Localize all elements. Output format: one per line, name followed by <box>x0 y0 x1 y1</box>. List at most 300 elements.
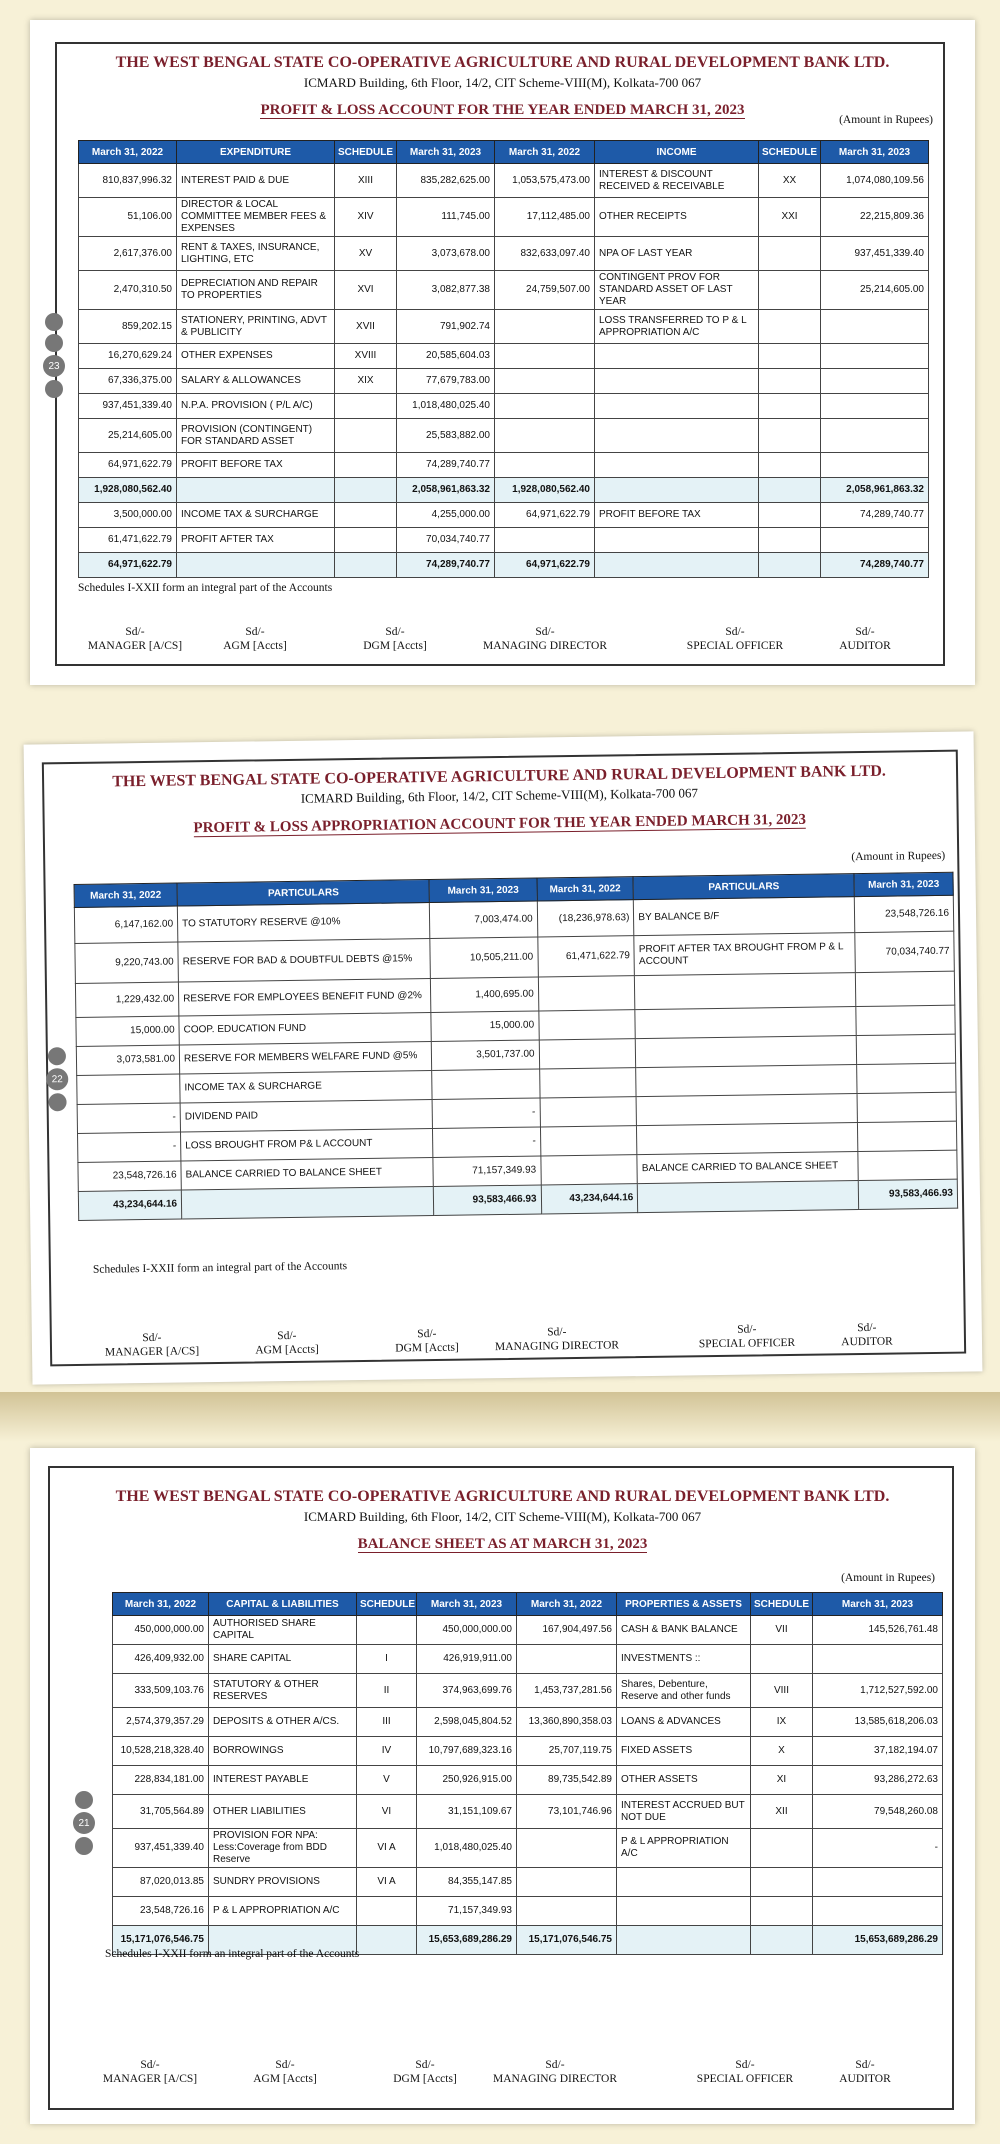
table-row <box>79 271 929 310</box>
bs-table <box>112 1592 943 1955</box>
table-cell: LOSS TRANSFERRED TO P & L APPROPRIATION A/C <box>595 310 759 344</box>
table-cell: 79,548,260.08 <box>813 1795 943 1829</box>
table-cell: 835,282,625.00 <box>397 164 495 198</box>
table-cell <box>517 1645 617 1674</box>
table-row <box>79 164 929 198</box>
table-cell <box>595 394 759 419</box>
table-cell: 15,171,076,546.75 <box>517 1926 617 1955</box>
table-cell: 9,220,743.00 <box>75 942 179 983</box>
table-cell: STATIONERY, PRINTING, ADVT & PUBLICITY <box>177 310 335 344</box>
table-cell: I <box>357 1645 417 1674</box>
column-header: CAPITAL & LIABILITIES <box>209 1593 357 1616</box>
table-cell: 450,000,000.00 <box>113 1616 209 1645</box>
table-cell: 426,919,911.00 <box>417 1645 517 1674</box>
column-header: PARTICULARS <box>177 880 430 907</box>
signature-role: DGM [Accts] <box>395 1341 459 1355</box>
table-cell <box>517 1868 617 1897</box>
table-cell: 87,020,013.85 <box>113 1868 209 1897</box>
table-cell: CONTINGENT PROV FOR STANDARD ASSET OF LAST YEAR <box>595 271 759 310</box>
table-cell <box>751 1645 813 1674</box>
table-cell <box>539 1068 636 1098</box>
table-cell <box>759 528 821 553</box>
table-cell: DIRECTOR & LOCAL COMMITTEE MEMBER FEES & EXPENSES <box>177 198 335 237</box>
bank-name: THE WEST BENGAL STATE CO-OPERATIVE AGRICULTURE AND RURAL DEVELOPMENT BANK LTD. <box>112 762 886 791</box>
table-cell <box>432 1069 540 1099</box>
signature-sd: Sd/- <box>857 1321 877 1335</box>
table-cell <box>177 553 335 578</box>
signature-sd: Sd/- <box>737 1323 757 1336</box>
table-row <box>113 1708 943 1737</box>
table-cell <box>495 453 595 478</box>
table-cell: XVII <box>335 310 397 344</box>
table-cell: III <box>357 1708 417 1737</box>
table-cell: PROFIT BEFORE TAX <box>595 503 759 528</box>
pl-sheet <box>30 20 975 685</box>
column-header: PROPERTIES & ASSETS <box>617 1593 751 1616</box>
table-cell: 374,963,699.76 <box>417 1674 517 1708</box>
column-header: March 31, 2022 <box>517 1593 617 1616</box>
table-cell <box>751 1897 813 1926</box>
table-cell: DIVIDEND PAID <box>180 1099 433 1132</box>
pl-title <box>30 102 975 119</box>
column-header: March 31, 2022 <box>79 141 177 164</box>
column-header: March 31, 2022 <box>74 883 177 907</box>
table-cell: 23,548,726.16 <box>78 1161 181 1191</box>
table-cell: FIXED ASSETS <box>617 1737 751 1766</box>
marker-dot <box>48 1093 66 1111</box>
table-cell <box>821 310 929 344</box>
table-cell <box>335 478 397 503</box>
table-cell: RESERVE FOR EMPLOYEES BENEFIT FUND @2% <box>178 979 431 1017</box>
table-cell: - <box>433 1127 541 1157</box>
table-cell: INVESTMENTS :: <box>617 1645 751 1674</box>
signature-block <box>480 2058 630 2086</box>
table-cell: BY BALANCE B/F <box>634 897 855 936</box>
table-cell: - <box>432 1098 540 1128</box>
table-cell: OTHER LIABILITIES <box>209 1795 357 1829</box>
table-row <box>79 419 929 453</box>
table-cell <box>77 1074 180 1104</box>
table-row <box>79 237 929 271</box>
table-cell: 25,214,605.00 <box>821 271 929 310</box>
table-cell: 74,289,740.77 <box>821 553 929 578</box>
signature-sd: Sd/- <box>245 626 265 638</box>
table-cell <box>177 478 335 503</box>
table-cell: 71,157,349.93 <box>417 1897 517 1926</box>
table-cell: 15,653,689,286.29 <box>813 1926 943 1955</box>
table-cell: 1,053,575,473.00 <box>495 164 595 198</box>
table-cell <box>335 528 397 553</box>
table-cell: INCOME TAX & SURCHARGE <box>177 503 335 528</box>
marker-dot <box>45 380 63 398</box>
table-cell: 1,229,432.00 <box>75 982 178 1017</box>
table-cell <box>540 1155 637 1185</box>
signature-role: SPECIAL OFFICER <box>686 640 784 652</box>
table-cell <box>751 1926 813 1955</box>
table-cell <box>759 271 821 310</box>
table-cell <box>759 344 821 369</box>
table-cell <box>855 971 954 1006</box>
signature-role: AUDITOR <box>841 1335 893 1349</box>
table-cell: 13,585,618,206.03 <box>813 1708 943 1737</box>
table-cell: INTEREST & DISCOUNT RECEIVED & RECEIVABLE <box>595 164 759 198</box>
table-cell: 2,058,961,863.32 <box>821 478 929 503</box>
table-cell: DEPRECIATION AND REPAIR TO PROPERTIES <box>177 271 335 310</box>
table-cell: 426,409,932.00 <box>113 1645 209 1674</box>
signature-sd: Sd/- <box>547 1326 567 1339</box>
bs-title-text: BALANCE SHEET AS AT MARCH 31, 2023 <box>357 1536 648 1552</box>
signature-sd: Sd/- <box>855 2059 875 2071</box>
column-header: March 31, 2022 <box>495 141 595 164</box>
table-cell: 2,617,376.00 <box>79 237 177 271</box>
table-cell: 84,355,147.85 <box>417 1868 517 1897</box>
table-cell: 1,074,080,109.56 <box>821 164 929 198</box>
bank-address: ICMARD Building, 6th Floor, 14/2, CIT Scheme-VIII(M), Kolkata-700 067 <box>303 75 702 90</box>
signature-block <box>792 1320 942 1350</box>
column-header: SCHEDULE <box>751 1593 813 1616</box>
table-row <box>79 369 929 394</box>
table-row <box>79 453 929 478</box>
column-header: EXPENDITURE <box>177 141 335 164</box>
table-cell: 20,585,604.03 <box>397 344 495 369</box>
table-cell: PROFIT AFTER TAX BROUGHT FROM P & L ACCOUNT <box>634 933 855 976</box>
table-cell: 6,147,162.00 <box>74 906 178 943</box>
table-cell: 22,215,809.36 <box>821 198 929 237</box>
marker-dot <box>48 1047 66 1065</box>
table-cell: INTEREST PAID & DUE <box>177 164 335 198</box>
signature-role: SPECIAL OFFICER <box>698 1336 796 1351</box>
schedules-note: Schedules I-XXII form an integral part of the Accounts <box>92 1260 348 1276</box>
column-header: INCOME <box>595 141 759 164</box>
table-row <box>113 1737 943 1766</box>
page-number: 21 <box>73 1812 95 1834</box>
app-page-marker <box>48 1044 67 1114</box>
table-cell <box>821 394 929 419</box>
table-cell <box>856 1034 955 1064</box>
signature-sd: Sd/- <box>125 626 145 638</box>
table-cell: 61,471,622.79 <box>537 936 634 977</box>
table-cell: 25,214,605.00 <box>79 419 177 453</box>
table-row <box>113 1829 943 1868</box>
page-gap-shadow <box>0 1392 1000 1442</box>
table-cell: 2,470,310.50 <box>79 271 177 310</box>
table-cell <box>517 1897 617 1926</box>
table-cell: 2,058,961,863.32 <box>397 478 495 503</box>
table-cell: 77,679,783.00 <box>397 369 495 394</box>
signature-role: MANAGING DIRECTOR <box>494 1339 620 1354</box>
table-cell: 2,598,045,804.52 <box>417 1708 517 1737</box>
table-cell: CASH & BANK BALANCE <box>617 1616 751 1645</box>
table-cell: SHARE CAPITAL <box>209 1645 357 1674</box>
table-cell <box>751 1829 813 1868</box>
table-cell: 111,745.00 <box>397 198 495 237</box>
table-cell <box>538 1010 635 1040</box>
signature-sd: Sd/- <box>277 1329 297 1343</box>
table-cell: BORROWINGS <box>209 1737 357 1766</box>
signature-sd: Sd/- <box>735 2059 755 2071</box>
table-cell <box>759 369 821 394</box>
bank-name: THE WEST BENGAL STATE CO-OPERATIVE AGRICULTURE AND RURAL DEVELOPMENT BANK LTD. <box>115 1488 890 1505</box>
table-cell <box>857 1063 956 1093</box>
table-cell <box>357 1616 417 1645</box>
column-header: March 31, 2023 <box>813 1593 943 1616</box>
table-cell: STATUTORY & OTHER RESERVES <box>209 1674 357 1708</box>
table-cell: BALANCE CARRIED TO BALANCE SHEET <box>181 1157 434 1190</box>
signature-sd: Sd/- <box>275 2059 295 2071</box>
table-cell: 23,548,726.16 <box>854 895 953 932</box>
bs-header-row <box>113 1593 943 1616</box>
table-cell: 937,451,339.40 <box>79 394 177 419</box>
table-cell: TO STATUTORY RESERVE @10% <box>177 903 430 943</box>
table-cell <box>856 1005 955 1035</box>
table-cell: 1,928,080,562.40 <box>79 478 177 503</box>
table-cell: VIII <box>751 1674 813 1708</box>
table-cell: 859,202.15 <box>79 310 177 344</box>
table-cell <box>617 1868 751 1897</box>
table-cell: P & L APPROPRIATION A/C <box>617 1829 751 1868</box>
table-cell <box>617 1926 751 1955</box>
table-cell: PROVISION FOR NPA: Less:Coverage from BDD Reserve <box>209 1829 357 1868</box>
table-cell <box>635 973 856 1010</box>
table-cell: LOANS & ADVANCES <box>617 1708 751 1737</box>
table-cell <box>595 453 759 478</box>
table-cell: IX <box>751 1708 813 1737</box>
signature-sd: Sd/- <box>545 2059 565 2071</box>
table-cell <box>595 528 759 553</box>
page-number: 23 <box>43 355 65 377</box>
table-cell <box>495 310 595 344</box>
table-cell: XI <box>751 1766 813 1795</box>
table-cell: 43,234,644.16 <box>78 1190 181 1220</box>
signature-block <box>75 2058 225 2086</box>
signature-role: MANAGER [A/CS] <box>104 1345 200 1359</box>
table-cell <box>181 1186 434 1219</box>
table-cell: 64,971,622.79 <box>79 553 177 578</box>
table-cell <box>335 553 397 578</box>
pl-page-marker <box>45 310 63 401</box>
column-header: March 31, 2023 <box>417 1593 517 1616</box>
table-cell: 3,500,000.00 <box>79 503 177 528</box>
table-cell <box>636 1094 857 1126</box>
marker-dot <box>75 1791 93 1809</box>
amount-note: (Amount in Rupees) <box>851 849 946 864</box>
table-cell <box>751 1868 813 1897</box>
signature-role: AUDITOR <box>839 2073 891 2085</box>
table-cell: 15,000.00 <box>431 1011 539 1041</box>
signature-role: AGM [Accts] <box>255 1343 319 1357</box>
table-cell: VI A <box>357 1868 417 1897</box>
signature-sd: Sd/- <box>142 1331 162 1345</box>
pl-header-row <box>79 141 929 164</box>
table-cell <box>495 394 595 419</box>
page-number: 22 <box>46 1068 68 1090</box>
table-cell <box>636 1065 857 1097</box>
signature-block <box>352 1326 502 1356</box>
table-cell: 93,286,272.63 <box>813 1766 943 1795</box>
table-cell: INCOME TAX & SURCHARGE <box>180 1070 433 1103</box>
table-cell: XX <box>759 164 821 198</box>
table-cell: 450,000,000.00 <box>417 1616 517 1645</box>
table-row <box>113 1674 943 1708</box>
table-cell: 937,451,339.40 <box>821 237 929 271</box>
table-cell: 70,034,740.77 <box>855 931 954 972</box>
bs-page-marker <box>75 1788 93 1858</box>
table-cell: INTEREST ACCRUED BUT NOT DUE <box>617 1795 751 1829</box>
pl-table <box>78 140 929 578</box>
table-cell: 24,759,507.00 <box>495 271 595 310</box>
table-cell: AUTHORISED SHARE CAPITAL <box>209 1616 357 1645</box>
table-cell: 70,034,740.77 <box>397 528 495 553</box>
table-cell: (18,236,978.63) <box>537 900 634 937</box>
table-cell: 1,400,695.00 <box>431 977 539 1012</box>
table-cell: BALANCE CARRIED TO BALANCE SHEET <box>637 1152 858 1184</box>
signature-role: DGM [Accts] <box>363 640 427 652</box>
table-cell: XIII <box>335 164 397 198</box>
table-cell <box>821 528 929 553</box>
table-cell: 1,453,737,281.56 <box>517 1674 617 1708</box>
table-cell <box>617 1897 751 1926</box>
table-cell <box>858 1150 957 1180</box>
table-cell <box>759 394 821 419</box>
table-cell <box>759 419 821 453</box>
table-cell: N.P.A. PROVISION ( P/L A/C) <box>177 394 335 419</box>
table-cell <box>335 503 397 528</box>
table-cell: PROVISION (CONTINGENT) FOR STANDARD ASSET <box>177 419 335 453</box>
table-cell: 89,735,542.89 <box>517 1766 617 1795</box>
table-cell: INTEREST PAYABLE <box>209 1766 357 1795</box>
column-header: March 31, 2022 <box>113 1593 209 1616</box>
table-cell: VI A <box>357 1829 417 1868</box>
table-cell <box>538 976 635 1011</box>
bank-address: ICMARD Building, 6th Floor, 14/2, CIT Scheme-VIII(M), Kolkata-700 067 <box>300 785 698 806</box>
table-cell: 31,151,109.67 <box>417 1795 517 1829</box>
table-cell: 10,528,218,328.40 <box>113 1737 209 1766</box>
signature-role: AGM [Accts] <box>223 640 287 652</box>
table-row <box>79 344 929 369</box>
table-cell: 16,270,629.24 <box>79 344 177 369</box>
table-cell: LOSS BROUGHT FROM P& L ACCOUNT <box>181 1128 434 1161</box>
table-cell: 31,705,564.89 <box>113 1795 209 1829</box>
table-cell <box>638 1181 859 1213</box>
table-cell <box>637 1123 858 1155</box>
bank-address: ICMARD Building, 6th Floor, 14/2, CIT Scheme-VIII(M), Kolkata-700 067 <box>303 1509 702 1524</box>
table-cell <box>759 310 821 344</box>
table-cell: - <box>813 1829 943 1868</box>
table-cell: II <box>357 1674 417 1708</box>
signature-role: MANAGER [A/CS] <box>87 640 183 652</box>
table-cell <box>759 478 821 503</box>
signature-sd: Sd/- <box>385 626 405 638</box>
table-cell <box>759 503 821 528</box>
table-row <box>113 1645 943 1674</box>
table-cell: XIX <box>335 369 397 394</box>
table-cell: - <box>77 1103 180 1133</box>
table-cell: - <box>78 1132 181 1162</box>
table-cell: 15,171,076,546.75 <box>113 1926 209 1955</box>
table-cell <box>857 1092 956 1122</box>
signature-sd: Sd/- <box>855 626 875 638</box>
table-row <box>113 1616 943 1645</box>
marker-dot <box>45 334 63 352</box>
table-cell: 333,509,103.76 <box>113 1674 209 1708</box>
table-cell: VII <box>751 1616 813 1645</box>
table-row <box>79 310 929 344</box>
table-cell: 1,712,527,592.00 <box>813 1674 943 1708</box>
table-cell <box>335 394 397 419</box>
table-cell: 4,255,000.00 <box>397 503 495 528</box>
table-cell: X <box>751 1737 813 1766</box>
table-cell: 167,904,497.56 <box>517 1616 617 1645</box>
table-cell <box>595 478 759 503</box>
table-cell <box>495 528 595 553</box>
table-cell: XVIII <box>335 344 397 369</box>
table-cell: XII <box>751 1795 813 1829</box>
table-row <box>113 1795 943 1829</box>
schedules-note: Schedules I-XXII form an integral part of the Accounts <box>105 1948 360 1960</box>
table-cell: 71,157,349.93 <box>433 1156 541 1186</box>
app-table <box>74 872 959 1221</box>
table-cell <box>821 344 929 369</box>
table-cell <box>539 1039 636 1069</box>
table-row <box>79 503 929 528</box>
table-row <box>79 553 929 578</box>
table-cell: 937,451,339.40 <box>113 1829 209 1868</box>
table-cell: 51,106.00 <box>79 198 177 237</box>
table-cell <box>595 369 759 394</box>
table-row <box>79 528 929 553</box>
signature-sd: Sd/- <box>535 626 555 638</box>
signature-block <box>180 625 330 653</box>
table-cell <box>357 1926 417 1955</box>
app-sheet <box>24 731 983 1384</box>
table-cell: RENT & TAXES, INSURANCE, LIGHTING, ETC <box>177 237 335 271</box>
table-cell: 61,471,622.79 <box>79 528 177 553</box>
table-cell: RESERVE FOR MEMBERS WELFARE FUND @5% <box>179 1041 432 1074</box>
table-cell <box>858 1121 957 1151</box>
table-cell <box>759 453 821 478</box>
table-cell: 2,574,379,357.29 <box>113 1708 209 1737</box>
table-cell: 810,837,996.32 <box>79 164 177 198</box>
table-cell: PROFIT BEFORE TAX <box>177 453 335 478</box>
signature-role: MANAGING DIRECTOR <box>492 2073 618 2085</box>
pl-title-text: PROFIT & LOSS ACCOUNT FOR THE YEAR ENDED MARCH 31, 2023 <box>260 102 745 118</box>
table-cell <box>335 453 397 478</box>
table-cell: 832,633,097.40 <box>495 237 595 271</box>
signature-role: AUDITOR <box>839 640 891 652</box>
table-cell: NPA OF LAST YEAR <box>595 237 759 271</box>
table-cell: 64,971,622.79 <box>495 553 595 578</box>
table-cell: 23,548,726.16 <box>113 1897 209 1926</box>
app-title-text: PROFIT & LOSS APPROPRIATION ACCOUNT FOR THE YEAR ENDED MARCH 31, 2023 <box>193 811 807 837</box>
bs-title <box>30 1536 975 1553</box>
table-row <box>79 394 929 419</box>
table-cell: 64,971,622.79 <box>79 453 177 478</box>
table-cell <box>813 1897 943 1926</box>
table-cell: XVI <box>335 271 397 310</box>
table-cell: XIV <box>335 198 397 237</box>
table-cell: XV <box>335 237 397 271</box>
column-header: March 31, 2023 <box>397 141 495 164</box>
table-cell: VI <box>357 1795 417 1829</box>
table-cell: OTHER RECEIPTS <box>595 198 759 237</box>
column-header: SCHEDULE <box>335 141 397 164</box>
signature-block <box>482 1324 632 1354</box>
signature-role: AGM [Accts] <box>253 2073 317 2085</box>
table-cell <box>335 419 397 453</box>
table-cell: 228,834,181.00 <box>113 1766 209 1795</box>
table-cell: OTHER EXPENSES <box>177 344 335 369</box>
table-cell <box>813 1645 943 1674</box>
